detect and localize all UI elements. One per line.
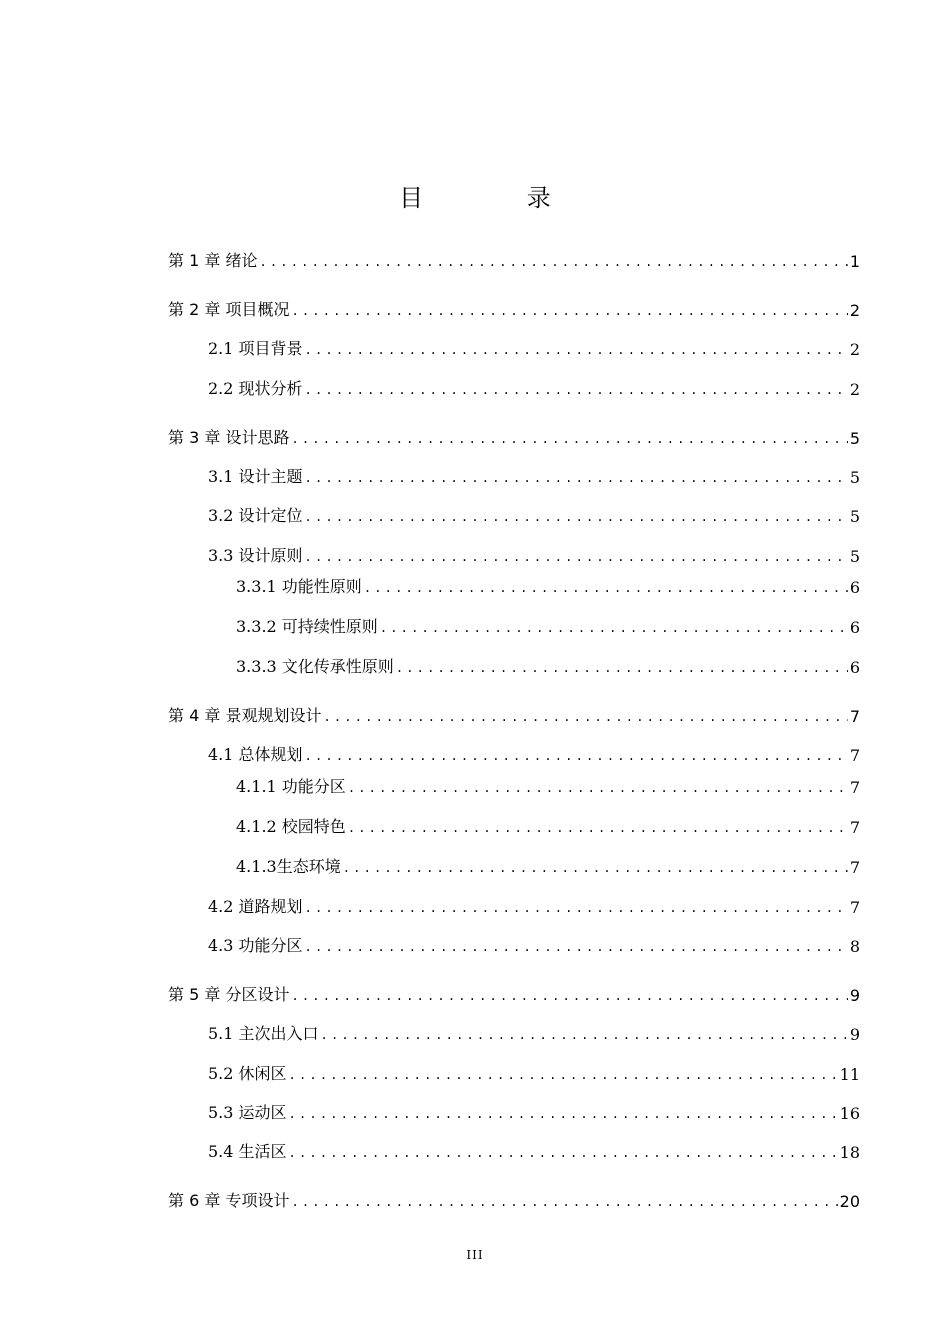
toc-entry-3-3-2[interactable] <box>236 613 860 637</box>
toc-entry-4-1-2[interactable] <box>236 813 860 837</box>
toc-entry-page: 5 <box>849 429 860 448</box>
toc-entry-2-1[interactable] <box>208 335 860 359</box>
dot-leader <box>305 941 848 956</box>
toc-entry-page: 2 <box>849 340 860 359</box>
dot-leader <box>289 1147 838 1162</box>
dot-leader <box>364 582 848 597</box>
toc-entry-label: 3.1 设计主题 <box>208 467 303 486</box>
dot-leader <box>305 344 848 359</box>
toc-entry-4-1-3[interactable] <box>236 853 860 877</box>
toc-entry-page: 5 <box>849 468 860 487</box>
toc-entry-label: 2.1 项目背景 <box>208 339 303 358</box>
toc-entry-label: 5.1 主次出入口 <box>208 1024 319 1043</box>
toc-entry-page: 7 <box>849 898 860 917</box>
toc-entry-2-2[interactable] <box>208 375 860 399</box>
toc-entry-label: 第 3 章 设计思路 <box>168 428 290 447</box>
toc-entry-page: 7 <box>849 707 860 726</box>
toc-entry-label: 4.1.1 功能分区 <box>236 777 346 796</box>
toc-entry-page: 9 <box>849 1025 860 1044</box>
dot-leader <box>291 433 847 448</box>
toc-entry-ch3[interactable] <box>168 424 860 448</box>
toc-entry-page: 6 <box>849 658 860 677</box>
dot-leader <box>289 1069 838 1084</box>
toc-entry-page: 6 <box>849 618 860 637</box>
toc-entry-label: 3.2 设计定位 <box>208 506 303 525</box>
dot-leader <box>380 622 848 637</box>
toc-entry-4-3[interactable] <box>208 932 860 956</box>
dot-leader <box>291 990 847 1005</box>
toc-entry-3-3-3[interactable] <box>236 653 860 677</box>
dot-leader <box>305 472 848 487</box>
toc-entry-label: 4.3 功能分区 <box>208 936 303 955</box>
toc-entry-page: 20 <box>839 1192 860 1211</box>
dot-leader <box>259 256 847 271</box>
toc-entry-page: 2 <box>849 301 860 320</box>
dot-leader <box>348 822 848 837</box>
toc-entry-page: 5 <box>849 507 860 526</box>
toc-entry-page: 18 <box>839 1143 860 1162</box>
toc-entry-label: 第 6 章 专项设计 <box>168 1191 290 1210</box>
toc-entry-5-2[interactable] <box>208 1060 860 1084</box>
toc-entry-5-1[interactable] <box>208 1020 860 1044</box>
toc-entry-page: 6 <box>849 578 860 597</box>
toc-entry-page: 7 <box>849 818 860 837</box>
toc-entry-label: 5.2 休闲区 <box>208 1064 287 1083</box>
toc-entry-label: 第 2 章 项目概况 <box>168 300 290 319</box>
toc-entry-5-3[interactable] <box>208 1099 860 1123</box>
toc-entry-label: 5.4 生活区 <box>208 1142 287 1161</box>
toc-entry-label: 4.1 总体规划 <box>208 745 303 764</box>
toc-entry-label: 3.3.1 功能性原则 <box>236 577 362 596</box>
toc-entry-4-1[interactable] <box>208 741 860 765</box>
dot-leader <box>348 782 848 797</box>
dot-leader <box>289 1108 838 1123</box>
toc-entry-5-4[interactable] <box>208 1138 860 1162</box>
toc-entry-ch2[interactable] <box>168 296 860 320</box>
dot-leader <box>305 902 848 917</box>
dot-leader <box>305 511 848 526</box>
toc-entry-3-2[interactable] <box>208 502 860 526</box>
toc-entry-3-3[interactable] <box>208 542 860 566</box>
toc-entry-label: 4.1.3生态环境 <box>236 857 341 876</box>
toc-entry-ch5[interactable] <box>168 981 860 1005</box>
dot-leader <box>305 551 848 566</box>
toc-entry-label: 5.3 运动区 <box>208 1103 287 1122</box>
toc-entry-label: 3.3 设计原则 <box>208 546 303 565</box>
toc-entry-page: 9 <box>849 986 860 1005</box>
toc-entry-page: 1 <box>849 252 860 271</box>
toc-entry-4-1-1[interactable] <box>236 773 860 797</box>
toc-entry-ch1[interactable] <box>168 247 860 271</box>
dot-leader <box>305 750 848 765</box>
toc-entry-3-3-1[interactable] <box>236 573 860 597</box>
dot-leader <box>343 862 848 877</box>
toc-heading: 目 录 <box>399 184 599 212</box>
toc-entry-page: 16 <box>839 1104 860 1123</box>
toc-entry-3-1[interactable] <box>208 463 860 487</box>
dot-leader <box>323 711 847 726</box>
toc-entry-label: 第 5 章 分区设计 <box>168 985 290 1004</box>
toc-entry-page: 8 <box>849 937 860 956</box>
toc-entry-4-2[interactable] <box>208 893 860 917</box>
toc-entry-label: 3.3.3 文化传承性原则 <box>236 657 394 676</box>
toc-entry-label: 第 1 章 绪论 <box>168 251 258 270</box>
toc-entry-label: 2.2 现状分析 <box>208 379 303 398</box>
dot-leader <box>305 384 848 399</box>
toc-entry-page: 2 <box>849 380 860 399</box>
toc-entry-page: 7 <box>849 778 860 797</box>
toc-entry-label: 4.1.2 校园特色 <box>236 817 346 836</box>
dot-leader <box>396 662 848 677</box>
toc-entry-page: 5 <box>849 547 860 566</box>
toc-entry-ch4[interactable] <box>168 702 860 726</box>
dot-leader <box>291 305 847 320</box>
dot-leader <box>291 1196 837 1211</box>
toc-entry-page: 7 <box>849 858 860 877</box>
toc-entry-ch6[interactable] <box>168 1187 860 1211</box>
dot-leader <box>321 1029 848 1044</box>
toc-entry-page: 7 <box>849 746 860 765</box>
toc-entry-label: 3.3.2 可持续性原则 <box>236 617 378 636</box>
page-number: III <box>466 1248 484 1262</box>
toc-entry-label: 4.2 道路规划 <box>208 897 303 916</box>
toc-entry-label: 第 4 章 景观规划设计 <box>168 706 322 725</box>
toc-entry-page: 11 <box>839 1065 860 1084</box>
